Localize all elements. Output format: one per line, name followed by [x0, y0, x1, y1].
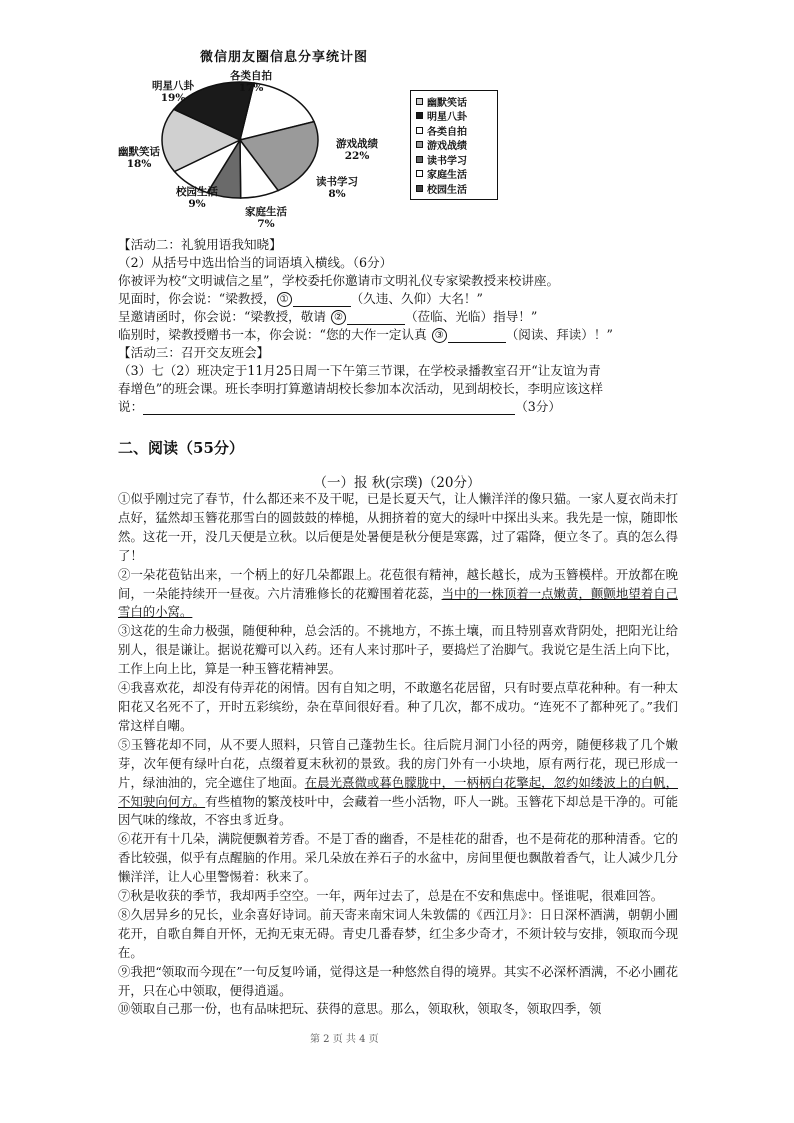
article-body — [118, 490, 678, 1019]
paragraph-7: ⑦秋是收获的季节，我却两手空空。一年，两年过去了，总是在不安和焦虑中。怪谁呢，很难回答。 — [118, 888, 664, 904]
answer-blank-3[interactable] — [448, 329, 506, 343]
paragraph-1: ①似乎刚过完了春节，什么都还来不及干呢，已是长夏天气，让人懒洋洋的像只猫。一家人夏衣尚未打点好，猛然却玉簪花那雪白的圆鼓鼓的棒槌，从拥挤着的宽大的绿叶中探出头来。我先是一惊，随即怅然。这花一开，没几天便是立秋。以后便是处暑便是秋分便是寒露，过了霜降，便立冬了。真的怎么得了！ — [118, 491, 678, 563]
underlined-sentence-2: 在晨光熹微或暮色朦胧中，一柄柄白花擎起，忽约如缕波上的白帆，不知驶向何方。 — [118, 774, 679, 809]
activity2-intro: 你被评为校“文明诚信之星”，学校委托你邀请市文明礼仪专家梁教授来校讲座。 — [118, 273, 560, 288]
answer-blank-2[interactable] — [347, 311, 405, 325]
paragraph-3: ③这花的生命力极强，随便种种，总会活的。不挑地方，不拣土壤，而且特别喜欢背阴处，把阳光让给别人，很是谦让。据说花瓣可以入药。还有人来讨那叶子，要捣烂了治脚气。我说它是生活上向下比，工作上向上比，算是一种玉簪花精神罢。 — [118, 623, 678, 677]
activity2-line1: 见面时，你会说：“梁教授， ① （久违、久仰）大名！” — [118, 291, 483, 306]
paragraph-5: ⑤玉簪花却不同，从不要人照料，只管自己蓬勃生长。往后院月洞门小径的两旁，随便移栽了几个嫩芽，次年便有绿叶白花，点缀着夏末秋初的景致。我的房门外有一小块地，原有两行花，现已形成一片，绿油油的，完全遮住了地面。在晨光熹微或暮色朦胧中，一柄柄白花擎起，忽约如缕波上的白帆，不知驶向何方。有些植物的繁茂枝叶中，会藏着一些小活物，吓人一跳。玉簪花下却总是干净的。可能因气味的缘故，不容虫豸近身。 — [118, 736, 679, 828]
legend-swatch — [416, 170, 423, 177]
article-title: （一）报 秋(宗璞)（20分） — [313, 475, 481, 491]
pie-label-game: 游戏战绩 22% — [336, 138, 378, 162]
legend-item: 家庭生活 — [416, 167, 492, 182]
paragraph-4: ④我喜欢花，却没有侍弄花的闲情。因有自知之明，不敢邀名花居留，只有时要点草花种种。有一种太阳花又名死不了，开时五彩缤纷，杂在草间很好看。种了几次，都不成功。“连死不了都种死了。”我们常这样自嘲。 — [118, 680, 678, 733]
activity3-line3: 说： （3分） — [118, 399, 561, 414]
paragraph-2: ②一朵花苞钻出来，一个柄上的好几朵都跟上。花苞很有精神，越长越长，成为玉簪模样。开放都在晚间，一朵能持续开一昼夜。六片清雅修长的花瓣围着花蕊，当中的一株顶着一点嫩黄，颤颤地望着自己雪白的小窝。 — [118, 566, 679, 620]
activity2-line2: 呈邀请函时，你会说：“梁教授，敬请 ② （莅临、光临）指导！” — [118, 309, 538, 324]
paragraph-10: ⑩领取自己那一份，也有品味把玩、获得的意思。那么，领取秋，领取冬，领取四季，领 — [118, 1001, 602, 1017]
blank-number-2: ② — [331, 310, 346, 325]
pie-label-campus: 校园生活 9% — [176, 186, 218, 210]
legend-item: 校园生活 — [416, 181, 492, 196]
blank-number-1: ① — [277, 292, 292, 307]
legend-swatch — [416, 185, 423, 192]
paragraph-8: ⑧久居异乡的兄长，业余喜好诗词。前天寄来南宋词人朱敦儒的《西江月》：日日深杯酒满，朝朝小圃花开，自歌自舞自开怀，无拘无束无碍。青史几番春梦，红尘多少奇才，不须计较与安排，领取而今现在。 — [118, 906, 678, 960]
legend-swatch — [416, 156, 423, 163]
legend-item: 各类自拍 — [416, 123, 492, 138]
pie-label-selfie: 各类自拍 17% — [230, 70, 272, 94]
pie-label-family: 家庭生活 7% — [245, 206, 287, 230]
pie-label-study: 读书学习 8% — [316, 176, 358, 200]
legend-item: 游戏战绩 — [416, 138, 492, 153]
answer-blank-4[interactable] — [143, 401, 515, 415]
chart-legend — [410, 90, 498, 200]
activity2-line3: 临别时，梁教授赠书一本，你会说：“您的大作一定认真 ③ （阅读、拜读）！” — [118, 327, 613, 342]
activity2-question: （2）从括号中选出恰当的词语填入横线。（6分） — [118, 255, 393, 270]
activity3-heading: 【活动三：召开交友班会】 — [118, 345, 270, 360]
answer-blank-1[interactable] — [293, 293, 351, 307]
pie-chart — [110, 60, 330, 220]
blank-number-3: ③ — [432, 328, 447, 343]
legend-swatch — [416, 98, 423, 105]
paragraph-6: ⑥花开有十几朵，满院便飘着芳香。不是丁香的幽香，不是桂花的甜香，也不是荷花的那种清香。它的香比较强，似乎有点醒脑的作用。采几朵放在养石子的水盆中，房间里便也飘散着香气，让人减少几分懒洋洋，让人心里警惕着：秋来了。 — [118, 831, 678, 885]
activity2-heading: 【活动二：礼貌用语我知晓】 — [118, 237, 282, 252]
activity3-line2: 春增色”的班会课。班长李明打算邀请胡校长参加本次活动，见到胡校长，李明应该这样 — [118, 381, 604, 396]
activity3-line1: （3）七（2）班决定于11月25日周一下午第三节课，在学校录播教室召开“让友谊为青 — [118, 363, 601, 378]
legend-item: 幽默笑话 — [416, 94, 492, 109]
page-footer: 第 2 页 共 4 页 — [310, 1034, 379, 1045]
section-heading: 二、阅读（55分） — [118, 439, 244, 457]
underlined-sentence-1: 当中的一株顶着一点嫩黄，颤颤地望着自己雪白的小窝。 — [118, 585, 679, 620]
legend-item: 读书学习 — [416, 152, 492, 167]
pie-label-humor: 幽默笑话 18% — [118, 146, 160, 170]
pie-label-celebrity: 明星八卦 19% — [152, 80, 194, 104]
legend-swatch — [416, 112, 423, 119]
legend-swatch — [416, 127, 423, 134]
paragraph-9: ⑨我把“领取而今现在”一句反复吟诵，觉得这是一种悠然自得的境界。其实不必深杯酒满，不必小圃花开，只在心中领取，便得逍遥。 — [118, 963, 678, 998]
chart-title: 微信朋友圈信息分享统计图 — [200, 50, 369, 65]
legend-swatch — [416, 141, 423, 148]
legend-item: 明星八卦 — [416, 109, 492, 124]
